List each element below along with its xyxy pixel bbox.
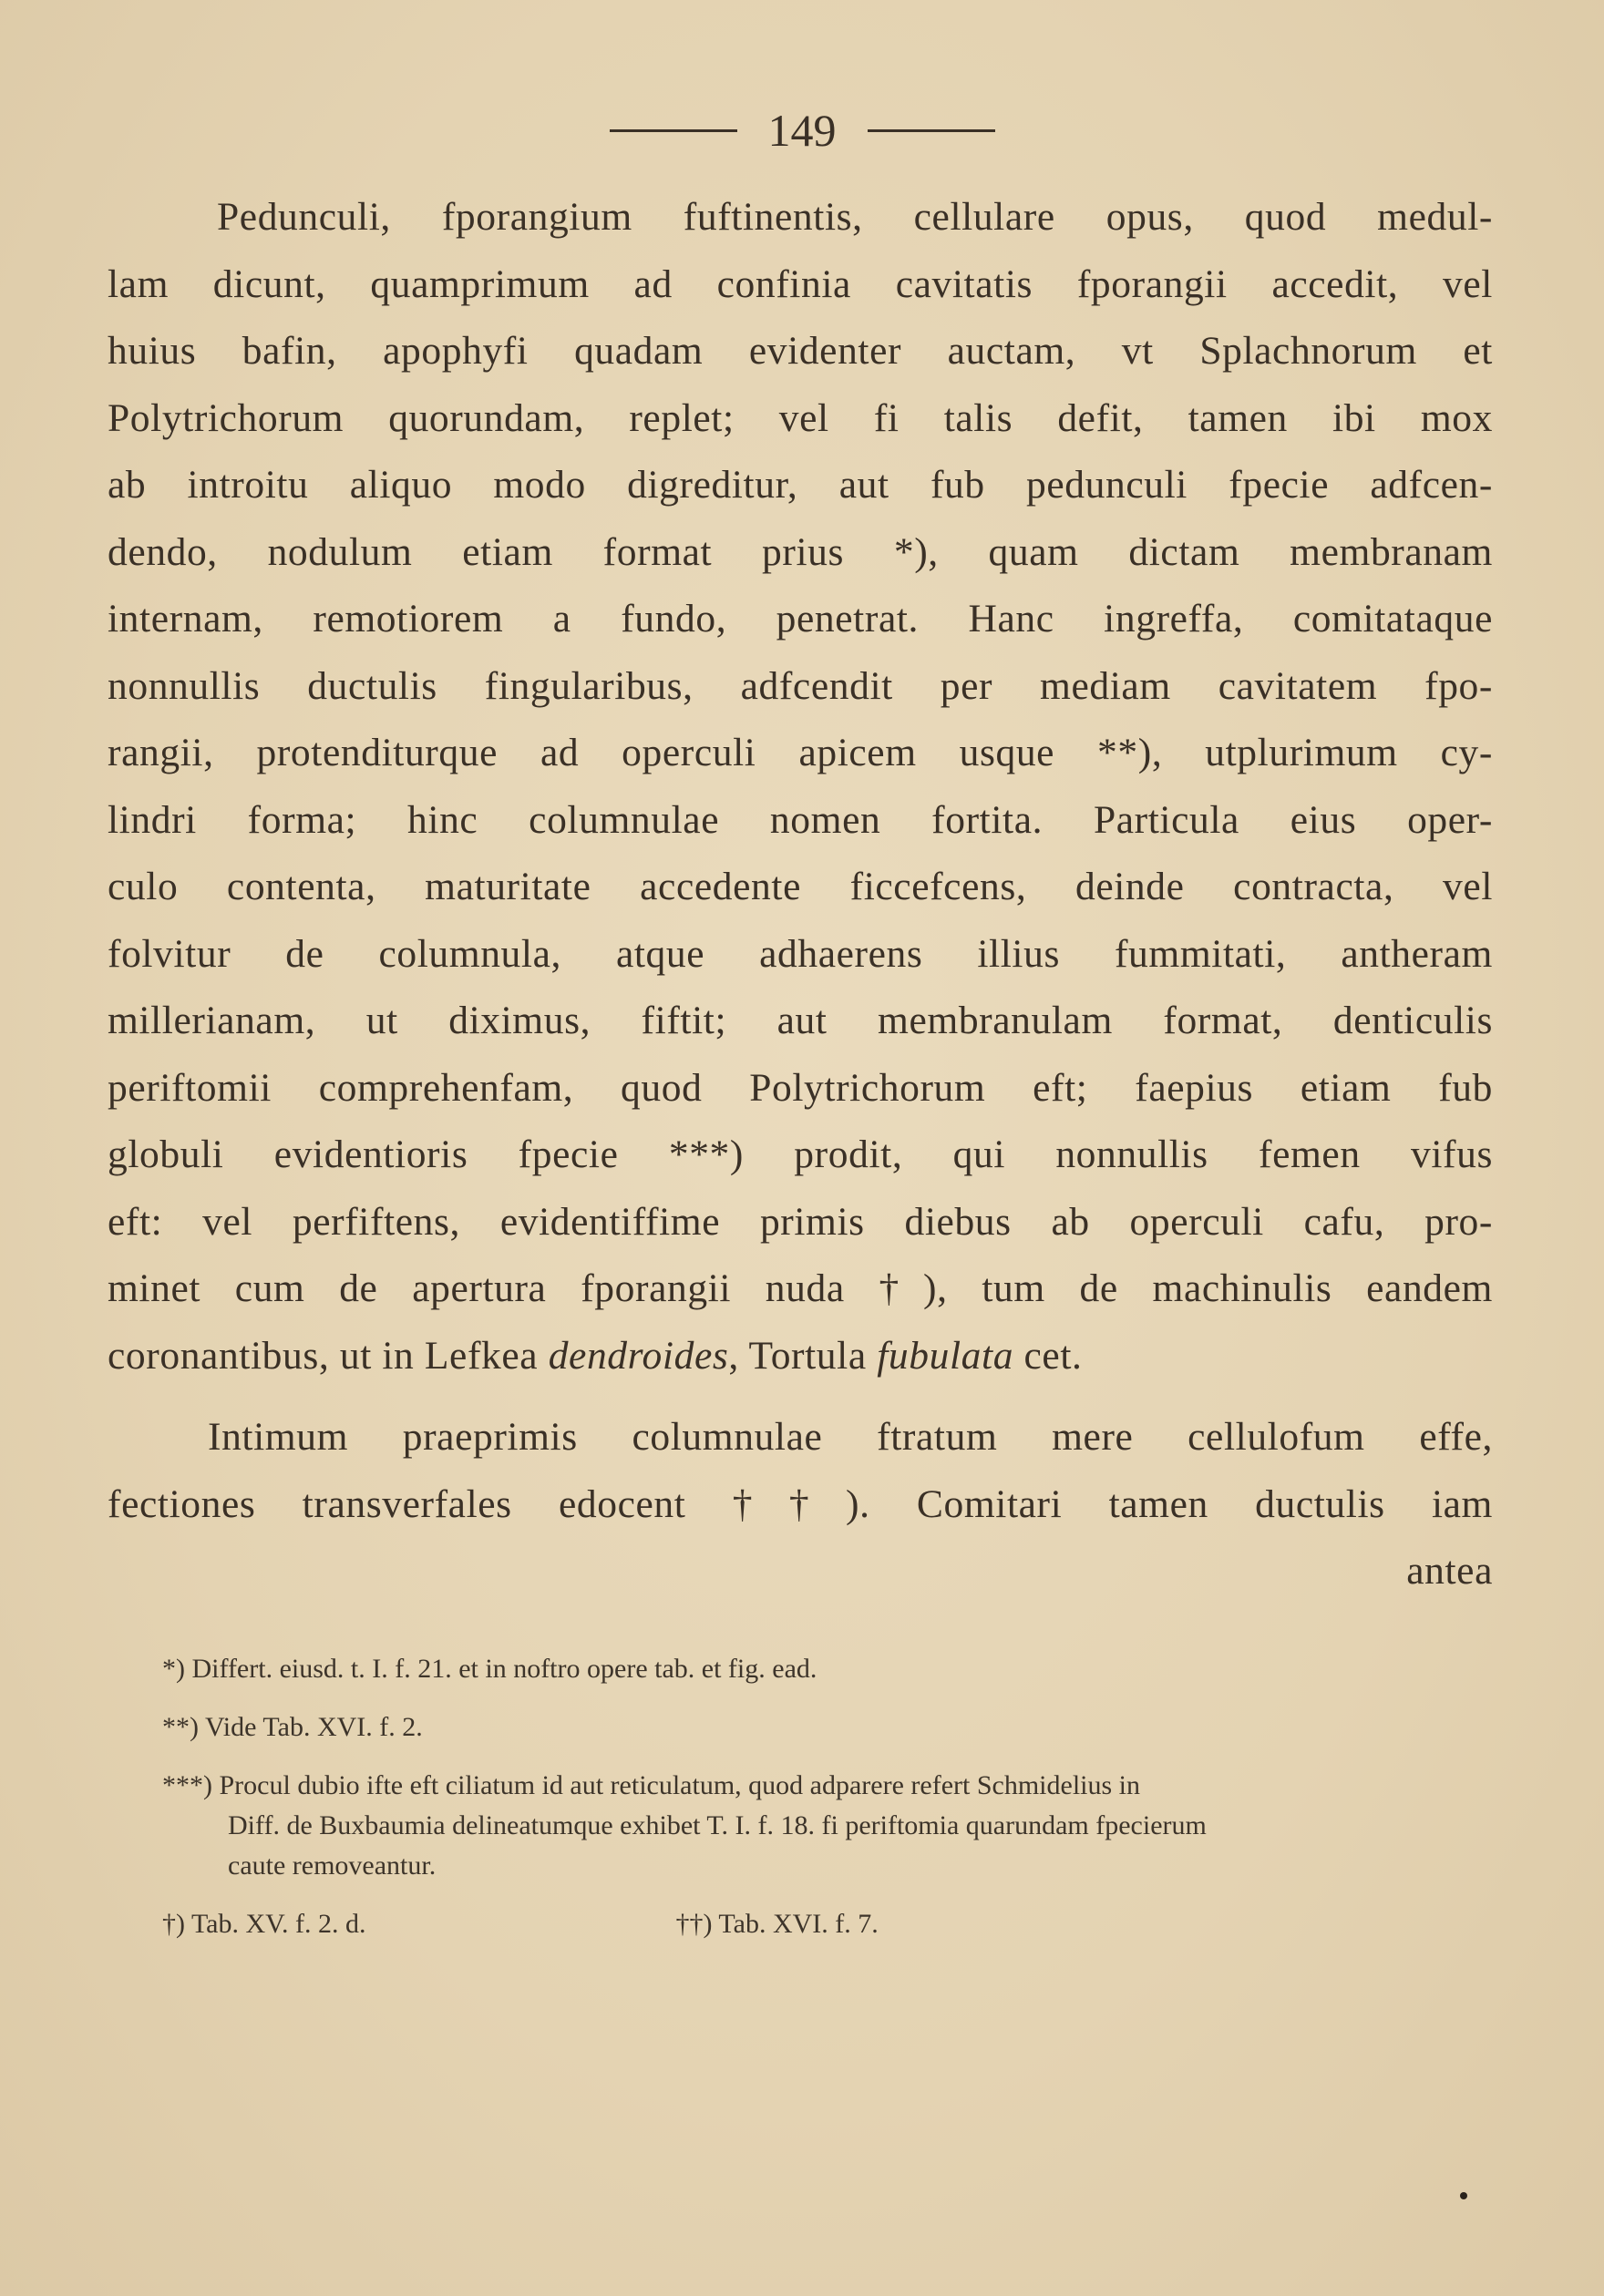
taxon-name: dendroides — [548, 1333, 729, 1378]
text-line: Polytrichorum quorundam, replet; vel fi talis defit, tamen ibi mox — [108, 395, 1493, 440]
catchword: antea — [1406, 1549, 1493, 1593]
text-line: huius bafin, apophyfi quadam evidenter auctam, vt Splachnorum et — [108, 329, 1493, 373]
footnotes — [162, 1649, 1484, 1944]
page-header — [0, 105, 1604, 156]
text-line: periftomii comprehenfam, quod Polytrichorum eft; faepius etiam fub — [108, 1065, 1493, 1110]
footnote-line: caute removeantur. — [228, 1850, 437, 1881]
text-line: eft: vel perfiftens, evidentiffime primis diebus ab operculi cafu, pro- — [108, 1199, 1493, 1244]
text-line-last — [108, 1323, 1493, 1390]
footnote-multiline — [162, 1766, 1484, 1886]
footnote: ††) Tab. XVI. f. 7. — [675, 1909, 879, 1939]
header-rule-right — [868, 129, 995, 132]
ink-speck — [1460, 2192, 1467, 2199]
footnote: †) Tab. XV. f. 2. d. — [162, 1909, 366, 1939]
text-line: nonnullis ductulis fingularibus, adfcendit per mediam cavitatem fpo- — [108, 663, 1493, 708]
taxon-name: fubulata — [877, 1333, 1014, 1378]
text-line: globuli evidentioris fpecie ***) prodit, qui nonnullis femen vifus — [108, 1133, 1493, 1176]
text-segment: cet. — [1013, 1333, 1083, 1378]
header-rule-left — [610, 129, 737, 132]
text-line: folvitur de columnula, atque adhaerens illius fummitati, antheram — [108, 931, 1493, 976]
text-line: fectiones transverfales edocent ††). Comitari tamen ductulis iam — [108, 1481, 1493, 1526]
text-segment: , Tortula — [728, 1333, 878, 1378]
text-line: rangii, protenditurque ad operculi apicem usque **), utplurimum cy- — [108, 731, 1493, 774]
paragraph-1 — [108, 184, 1493, 1389]
footnote-line: Diff. de Buxbaumia delineatumque exhibet T. I. f. 18. fi periftomia quarundam fpecierum — [228, 1810, 1207, 1840]
main-text — [108, 184, 1493, 1605]
text-line: millerianam, ut diximus, fiftit; aut membranulam format, denticulis — [108, 999, 1493, 1042]
text-line: lindri forma; hinc columnulae nomen fortita. Particula eius oper- — [108, 797, 1493, 842]
page-number: 149 — [767, 105, 837, 156]
text-line: dendo, nodulum etiam format prius *), quam dictam membranam — [108, 529, 1493, 574]
text-line: minet cum de apertura fporangii nuda †), tum de machinulis eandem — [108, 1266, 1493, 1310]
text-line: lam dicunt, quamprimum ad confinia cavitatis fporangii accedit, vel — [108, 261, 1493, 306]
text-line: Pedunculi, fporangium fuftinentis, cellulare opus, quod medul- — [217, 195, 1493, 239]
text-line: internam, remotiorem a fundo, penetrat. Hanc ingreffa, comitataque — [108, 597, 1493, 641]
paragraph-2 — [108, 1404, 1493, 1605]
footnote-line: ***) Procul dubio ifte eft ciliatum id aut reticulatum, quod adparere refert Schmidelius in — [162, 1770, 1141, 1800]
text-segment: coronantibus, ut in Lefkea — [108, 1333, 549, 1378]
text-line: Intimum praeprimis columnulae ftratum mere cellulofum effe, — [208, 1415, 1493, 1459]
footnote-row — [162, 1904, 1484, 1944]
text-line: culo contenta, maturitate accedente ficcefcens, deinde contracta, vel — [108, 865, 1493, 908]
footnote: **) Vide Tab. XVI. f. 2. — [162, 1712, 423, 1742]
text-line: ab introitu aliquo modo digreditur, aut fub pedunculi fpecie adfcen- — [108, 463, 1493, 507]
footnote: *) Differt. eiusd. t. I. f. 21. et in noftro opere tab. et fig. ead. — [162, 1654, 817, 1684]
